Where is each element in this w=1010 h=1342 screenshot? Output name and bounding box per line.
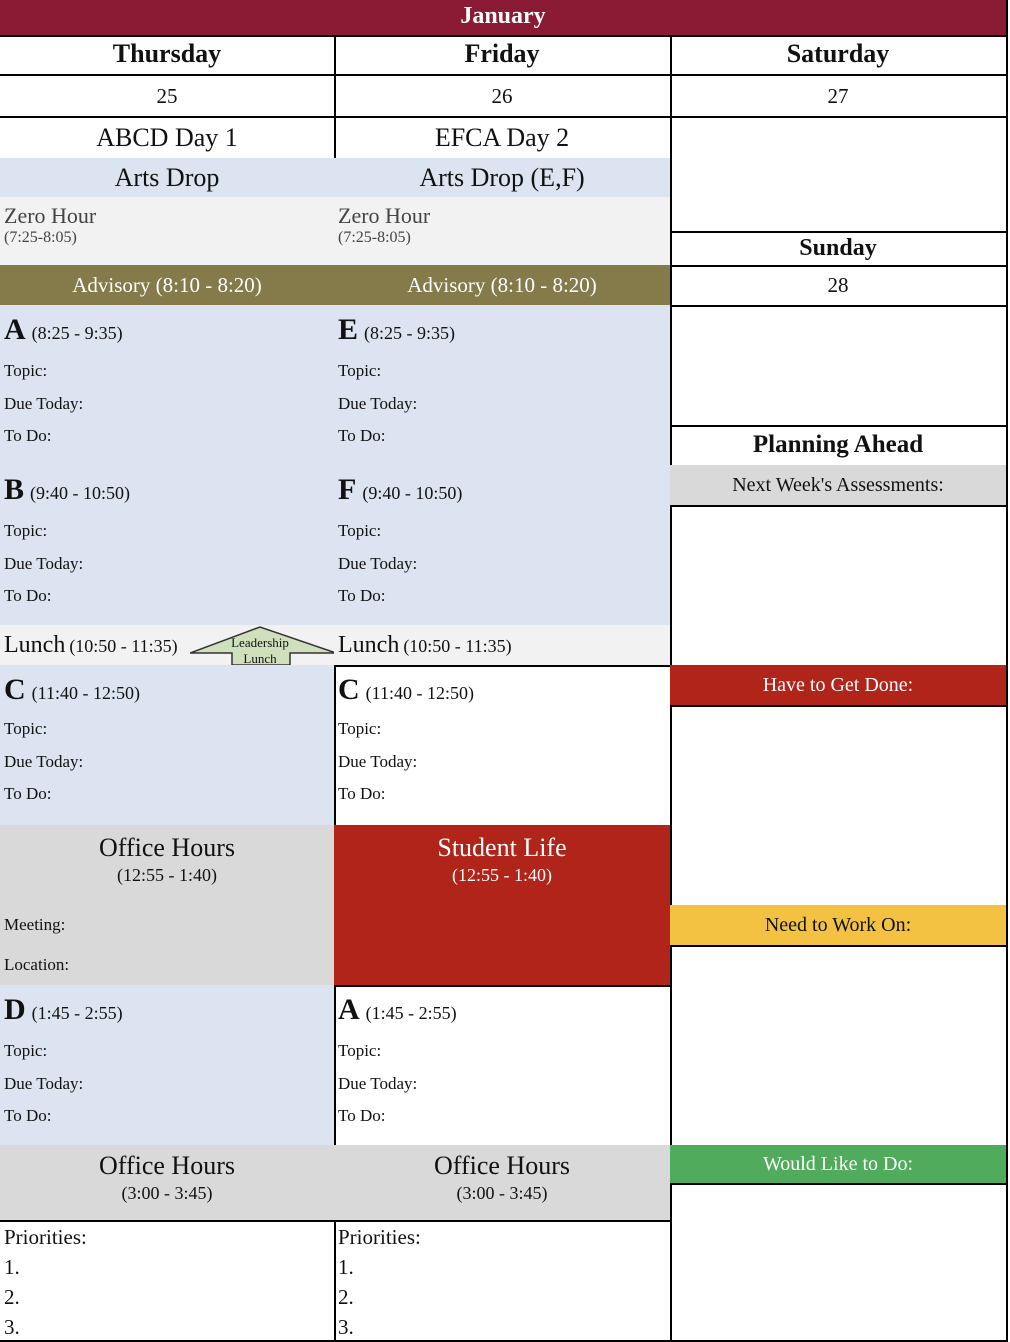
period-time: (1:45 - 2:55)	[365, 1003, 457, 1023]
topic-label: Topic:	[338, 1041, 382, 1060]
due-today-label: Due Today:	[338, 751, 418, 771]
student-life-friday	[334, 825, 672, 987]
zero-hour-time: (7:25-8:05)	[4, 229, 77, 246]
topic-label: Topic:	[338, 361, 382, 380]
student-life-time: (12:55 - 1:40)	[452, 865, 552, 885]
priority-item-2: 2.	[338, 1285, 354, 1309]
period-time: (9:40 - 10:50)	[30, 483, 130, 503]
period-block-thursday-4[interactable]	[0, 985, 336, 1147]
lunch-friday	[334, 625, 672, 667]
have-to-get-done-header: Have to Get Done:	[670, 665, 1008, 707]
period-letter: A	[4, 313, 26, 346]
topic-label: Topic:	[4, 719, 48, 738]
office-hours-thursday-2	[0, 1145, 336, 1222]
zero-hour-thursday	[0, 197, 336, 267]
would-like-to-do-header: Would Like to Do:	[670, 1145, 1008, 1185]
due-today-label: Due Today:	[338, 553, 418, 573]
office-hours-time: (3:00 - 3:45)	[121, 1183, 213, 1203]
next-weeks-assessments-area[interactable]	[670, 505, 1008, 667]
topic-label: Topic:	[4, 361, 48, 380]
advisory-friday: Advisory (8:10 - 8:20)	[334, 265, 672, 307]
zero-hour-label: Zero Hour	[338, 203, 431, 228]
to-do-label: To Do:	[4, 784, 52, 803]
priorities-friday[interactable]	[334, 1220, 672, 1342]
zero-hour-label: Zero Hour	[4, 203, 97, 228]
period-letter: A	[338, 993, 360, 1026]
day-name-sunday: Sunday	[670, 231, 1008, 267]
to-do-label: To Do:	[4, 426, 52, 445]
need-to-work-on-header: Need to Work On:	[670, 905, 1008, 947]
office-hours-friday-2	[334, 1145, 672, 1222]
sunday-notes[interactable]	[670, 305, 1008, 427]
priorities-label: Priorities:	[338, 1225, 421, 1249]
office-hours-time: (12:55 - 1:40)	[117, 865, 217, 885]
next-weeks-assessments-header: Next Week's Assessments:	[670, 465, 1008, 507]
period-block-friday-4[interactable]	[334, 985, 672, 1147]
period-block-friday-1[interactable]	[334, 305, 672, 467]
date-saturday: 27	[670, 74, 1008, 118]
need-to-work-on-area[interactable]	[670, 945, 1008, 1147]
have-to-get-done-area[interactable]	[670, 705, 1008, 907]
student-life-label: Student Life	[437, 833, 567, 862]
topic-label: Topic:	[338, 719, 382, 738]
date-sunday: 28	[670, 265, 1008, 307]
period-letter: E	[338, 313, 359, 346]
topic-label: Topic:	[338, 521, 382, 540]
to-do-label: To Do:	[338, 784, 386, 803]
date-friday: 26	[334, 74, 672, 118]
priorities-label: Priorities:	[4, 1225, 87, 1249]
due-today-label: Due Today:	[4, 393, 84, 413]
planning-ahead-title: Planning Ahead	[670, 425, 1008, 467]
period-time: (1:45 - 2:55)	[31, 1003, 123, 1023]
period-block-thursday-1[interactable]	[0, 305, 336, 467]
office-hours-label: Office Hours	[99, 1151, 235, 1180]
zero-hour-time: (7:25-8:05)	[338, 229, 411, 246]
due-today-label: Due Today:	[4, 751, 84, 771]
saturday-notes[interactable]	[670, 116, 1008, 233]
rotation-thursday: ABCD Day 1	[0, 116, 336, 160]
to-do-label: To Do:	[338, 1106, 386, 1125]
leadership-lunch-label: Leadership Lunch	[231, 635, 289, 666]
priority-item-1: 1.	[4, 1255, 20, 1279]
period-letter: D	[4, 993, 26, 1026]
period-block-friday-2[interactable]	[334, 465, 672, 627]
date-thursday: 25	[0, 74, 336, 118]
office-hours-thursday-1	[0, 825, 336, 987]
zero-hour-friday	[334, 197, 672, 267]
topic-label: Topic:	[4, 521, 48, 540]
period-time: (11:40 - 12:50)	[365, 683, 474, 703]
rotation-friday: EFCA Day 2	[334, 116, 672, 160]
due-today-label: Due Today:	[338, 1073, 418, 1093]
lunch-time: (10:50 - 11:35)	[69, 636, 178, 656]
office-hours-label: Office Hours	[434, 1151, 570, 1180]
day-name-thursday: Thursday	[0, 35, 336, 76]
to-do-label: To Do:	[338, 426, 386, 445]
priority-item-2: 2.	[4, 1285, 20, 1309]
day-name-saturday: Saturday	[670, 35, 1008, 76]
topic-label: Topic:	[4, 1041, 48, 1060]
period-letter: F	[338, 473, 357, 506]
priority-item-3: 3.	[4, 1315, 20, 1339]
period-block-thursday-2[interactable]	[0, 465, 336, 627]
month-header: January	[0, 0, 1008, 37]
priority-item-3: 3.	[338, 1315, 354, 1339]
lunch-label: Lunch	[4, 632, 66, 658]
period-letter: C	[4, 673, 26, 706]
office-hours-label: Office Hours	[99, 833, 235, 862]
period-block-thursday-3[interactable]	[0, 665, 336, 827]
period-time: (8:25 - 9:35)	[364, 323, 455, 343]
priority-item-1: 1.	[338, 1255, 354, 1279]
period-time: (9:40 - 10:50)	[362, 483, 463, 503]
period-block-friday-3[interactable]	[334, 665, 672, 827]
due-today-label: Due Today:	[4, 553, 84, 573]
to-do-label: To Do:	[4, 1106, 52, 1125]
advisory-thursday: Advisory (8:10 - 8:20)	[0, 265, 336, 307]
to-do-label: To Do:	[338, 586, 386, 605]
lunch-label: Lunch	[338, 632, 400, 658]
arts-drop-thursday: Arts Drop	[0, 158, 336, 199]
meeting-label: Meeting:	[4, 915, 66, 934]
lunch-thursday	[0, 625, 336, 667]
day-name-friday: Friday	[334, 35, 672, 76]
priorities-thursday[interactable]	[0, 1220, 336, 1342]
period-letter: B	[4, 473, 25, 506]
period-time: (8:25 - 9:35)	[31, 323, 123, 343]
would-like-to-do-area[interactable]	[670, 1183, 1008, 1342]
arts-drop-friday: Arts Drop (E,F)	[334, 158, 672, 199]
office-hours-time: (3:00 - 3:45)	[456, 1183, 548, 1203]
location-label: Location:	[4, 955, 70, 974]
period-letter: C	[338, 673, 360, 706]
due-today-label: Due Today:	[4, 1073, 84, 1093]
due-today-label: Due Today:	[338, 393, 418, 413]
period-time: (11:40 - 12:50)	[31, 683, 140, 703]
lunch-time: (10:50 - 11:35)	[403, 636, 512, 656]
to-do-label: To Do:	[4, 586, 52, 605]
